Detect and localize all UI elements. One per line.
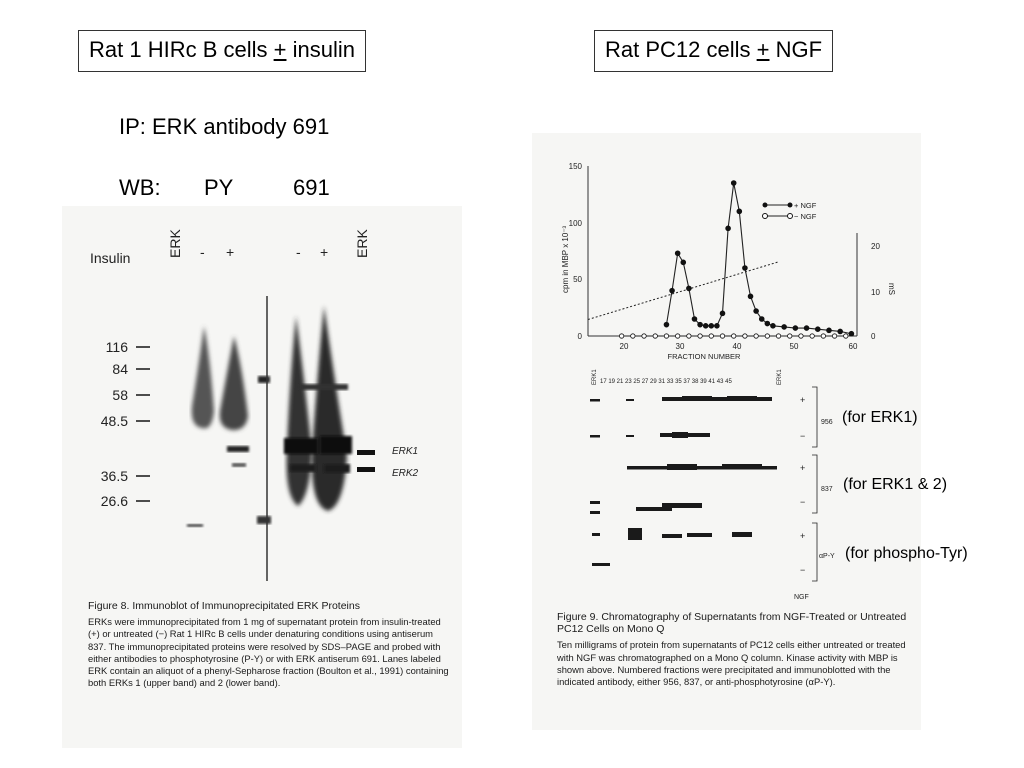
data-point-s1-5 (675, 334, 679, 338)
data-point-s0-22 (804, 326, 809, 331)
pm-837-plus: + (800, 463, 806, 473)
figure9-caption (557, 611, 909, 688)
data-point-s1-0 (619, 334, 623, 338)
x-axis-label: FRACTION NUMBER (667, 352, 741, 361)
data-point-s0-9 (714, 323, 719, 328)
ngf-label: NGF (794, 594, 809, 601)
data-point-s0-2 (675, 251, 680, 256)
data-point-s1-18 (821, 334, 825, 338)
marker-ticks (136, 347, 150, 501)
x-tick-50: 50 (789, 342, 799, 351)
data-point-s1-10 (732, 334, 736, 338)
fraction-blot-bands (590, 396, 777, 566)
data-point-s0-14 (743, 266, 748, 271)
insulin-label: Insulin (90, 250, 131, 266)
left-title-text: Rat 1 HIRc B cells (89, 37, 274, 62)
figure8-scan (62, 206, 462, 748)
wb-col-py: PY (204, 175, 234, 200)
right-title-text: Rat PC12 cells (605, 37, 757, 62)
marker-36-5: 36.5 (100, 468, 128, 484)
y-right-label: mS (887, 283, 896, 295)
marker-48-5: 48.5 (100, 413, 128, 429)
data-point-s0-11 (726, 226, 731, 231)
lane-label-erk-right: ERK (354, 229, 370, 258)
pm-956-minus: − (800, 431, 806, 441)
legend-minus-ngf: − NGF (794, 212, 817, 221)
data-point-s0-25 (838, 329, 843, 334)
figure8-caption-title: Figure 8. Immunoblot of Immunoprecipitated ERK Proteins (88, 600, 360, 612)
marker-58: 58 (112, 387, 128, 403)
data-point-s1-1 (631, 334, 635, 338)
left-title-suffix: insulin (286, 37, 355, 62)
data-point-s0-21 (793, 326, 798, 331)
lane-label-erk-left: ERK (167, 229, 183, 258)
x-tick-30: 30 (675, 342, 685, 351)
data-point-s1-9 (720, 334, 724, 338)
figure9-caption-title: Figure 9. Chromatography of Supernatants from NGF-Treated or Untreated PC12 Cells on Mono Q (557, 611, 907, 636)
y-left-label: cpm in MBP x 10⁻³ (561, 225, 570, 293)
data-point-s0-23 (815, 327, 820, 332)
data-point-s1-17 (810, 334, 814, 338)
data-point-s0-6 (698, 322, 703, 327)
blot-label-837: 837 (821, 486, 833, 493)
data-point-s1-3 (653, 334, 657, 338)
pm-py-plus: + (800, 531, 806, 541)
figure8-caption-body: ERKs were immunoprecipitated from 1 mg of supernatant protein from insulin-treated (+) or untreated (−) Rat 1 HIRc B cells under denaturing conditions using antiserum 837. The immunoprecipitated proteins were resolved by SDS–PAGE and probed with either antibodies to phosphotyrosine (P-Y) or with ERK antiserum 691. Lanes labeled ERK contain an aliquot of a phenyl-Sepharose fraction (Boulton et al., 1991) containing both ERKs 1 (upper band) and 2 (lower band). (88, 616, 449, 689)
right-title-plusminus: + (756, 37, 770, 62)
lane-label-plus-2: + (320, 244, 329, 260)
lane-label-minus-2: - (296, 244, 301, 260)
annotation-erk1: (for ERK1) (842, 409, 918, 426)
annotation-phospho-tyr: (for phospho-Tyr) (845, 545, 968, 562)
right-title-box (594, 30, 833, 72)
blot-smears (187, 296, 375, 581)
data-point-s0-16 (754, 309, 759, 314)
data-point-s1-12 (754, 334, 758, 338)
data-point-s0-13 (737, 209, 742, 214)
blot-brackets (812, 387, 817, 581)
series-line-0 (666, 183, 851, 334)
data-point-s1-15 (788, 334, 792, 338)
data-point-s0-19 (771, 323, 776, 328)
data-point-s0-1 (670, 288, 675, 293)
band-label-erk1: ERK1 (392, 446, 419, 457)
legend-plus-ngf: + NGF (794, 201, 817, 210)
data-point-s1-8 (709, 334, 713, 338)
data-point-s0-10 (720, 311, 725, 316)
data-point-s1-6 (687, 334, 691, 338)
data-point-s0-26 (849, 331, 854, 336)
wb-label: WB: (119, 175, 161, 200)
x-tick-60: 60 (848, 342, 858, 351)
data-point-s0-7 (703, 323, 708, 328)
fraction-erk1-left: ERK1 (592, 369, 598, 385)
data-point-s0-8 (709, 323, 714, 328)
data-point-s1-13 (765, 334, 769, 338)
marker-84: 84 (112, 361, 128, 377)
lane-label-plus-1: + (226, 244, 235, 260)
fraction-erk1-right: ERK1 (777, 369, 783, 385)
pm-956-plus: + (800, 395, 806, 405)
fraction-numbers: 17 19 21 23 25 27 29 31 33 35 37 38 39 41 43 45 (600, 379, 732, 385)
y-tick-100: 100 (568, 219, 582, 228)
data-point-s0-15 (748, 294, 753, 299)
pm-py-minus: − (800, 565, 806, 575)
data-point-s0-5 (692, 317, 697, 322)
y-tick-150: 150 (568, 162, 582, 171)
y-tick-50: 50 (573, 275, 582, 284)
data-point-s1-14 (776, 334, 780, 338)
ip-line: IP: ERK antibody 691 (119, 114, 330, 139)
figure8-caption (88, 600, 450, 689)
data-point-s1-2 (642, 334, 646, 338)
right-title-suffix: NGF (769, 37, 823, 62)
data-point-s0-20 (782, 325, 787, 330)
chart-legend (763, 201, 817, 221)
y2-tick-20: 20 (871, 242, 880, 251)
band-label-erk2: ERK2 (392, 468, 419, 479)
wb-col-691: 691 (293, 175, 330, 200)
data-point-s0-3 (681, 260, 686, 265)
left-title-box (78, 30, 366, 72)
data-point-s1-11 (743, 334, 747, 338)
data-point-s0-12 (731, 181, 736, 186)
figure9-scan (532, 133, 921, 730)
data-point-s0-4 (686, 286, 691, 291)
y-tick-0: 0 (577, 332, 582, 341)
annotation-erk1-2: (for ERK1 & 2) (843, 476, 948, 493)
x-tick-20: 20 (619, 342, 629, 351)
data-point-s0-0 (664, 322, 669, 327)
data-point-s1-16 (799, 334, 803, 338)
blot-label-apy: αP-Y (819, 553, 835, 560)
marker-26-6: 26.6 (100, 493, 128, 509)
lane-label-minus-1: - (200, 244, 205, 260)
left-title-plusminus: + (273, 37, 287, 62)
data-point-s1-4 (664, 334, 668, 338)
figure9-caption-body: Ten milligrams of protein from supernatants of PC12 cells either untreated or treated with NGF was chromatographed on a Mono Q column. Kinase activity with MBP is shown above. Numbered fractions were precipitated and immunoblotted with the indicated antibody, either 956, 837, or anti-phosphotyrosine (αP-Y). (557, 639, 906, 688)
data-point-s1-20 (844, 334, 848, 338)
y2-tick-0: 0 (871, 332, 876, 341)
marker-116: 116 (105, 339, 128, 355)
data-point-s0-18 (765, 321, 770, 326)
data-point-s1-7 (698, 334, 702, 338)
data-point-s0-17 (759, 317, 764, 322)
x-tick-40: 40 (732, 342, 742, 351)
blot-label-956: 956 (821, 419, 833, 426)
y2-tick-10: 10 (871, 288, 880, 297)
pm-837-minus: − (800, 497, 806, 507)
data-point-s1-19 (832, 334, 836, 338)
data-point-s0-24 (827, 328, 832, 333)
